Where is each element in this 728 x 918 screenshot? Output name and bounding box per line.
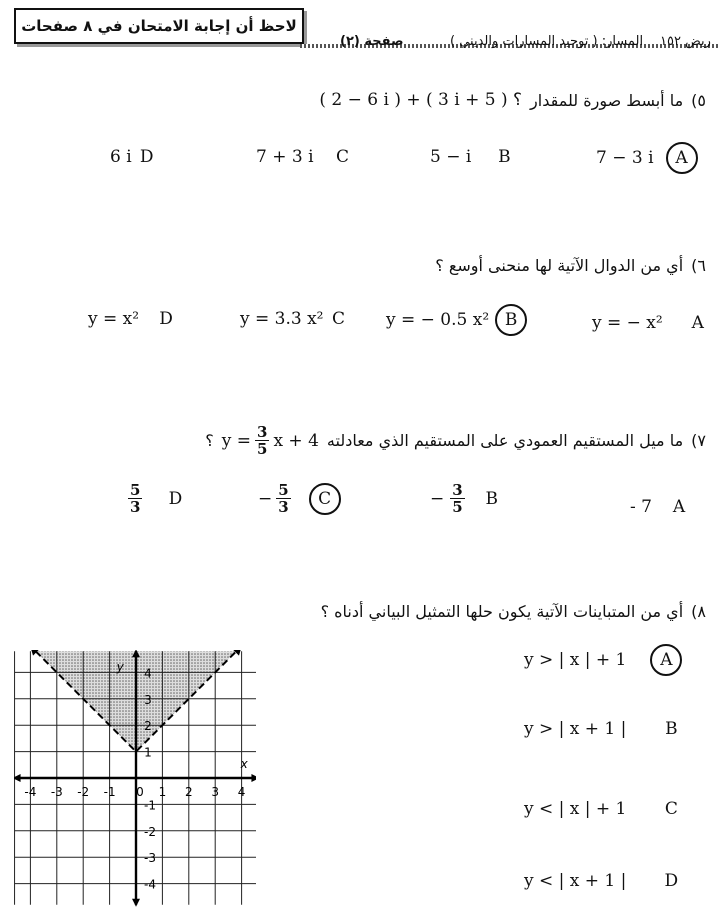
selected-answer-circle: A	[666, 142, 698, 174]
x-tick-label: -2	[77, 785, 90, 799]
q7-option-c[interactable]: − $\frac{5}{3}$ C	[258, 482, 341, 515]
q7-option-b[interactable]: − $\frac{3}{5}$ B	[430, 481, 498, 516]
question-number: ٥)	[691, 90, 706, 110]
q8-option-a[interactable]: y > | x | + 1 A	[524, 644, 682, 676]
question-equation: y = $\frac{3}{5}$ x + 4	[221, 423, 319, 458]
y-tick-label: -3	[144, 851, 156, 866]
question-number: ٦)	[691, 256, 706, 275]
question-text: أي من الدوال الآتية لها منحنى أوسع ؟	[435, 256, 684, 275]
exam-pages-notice: لاحظ أن إجابة الامتحان في ٨ صفحات	[14, 8, 304, 44]
x-axis-label: x	[240, 757, 248, 771]
x-tick-label: -4	[24, 785, 37, 799]
selected-answer-circle: A	[650, 644, 682, 676]
y-axis-arrow	[132, 899, 140, 907]
q6-option-c[interactable]: y = 3.3 x² C	[240, 309, 345, 329]
q7-option-d[interactable]: $\frac{5}{3}$ D	[130, 481, 183, 516]
question-6	[435, 256, 706, 275]
selected-answer-circle: B	[495, 304, 527, 336]
question-number: ٧)	[691, 431, 706, 450]
x-tick-label: 0	[136, 785, 144, 799]
course-code: ريض ١٥٢	[660, 34, 711, 49]
x-tick-label: -1	[103, 785, 116, 799]
x-tick-label: 2	[184, 785, 193, 799]
question-text: أي من المتباينات الآتية يكون حلها التمثيل البياني أدناه ؟	[320, 602, 684, 621]
question-7: ٧) ما ميل المستقيم العمودي على المستقيم الذي معادلته y = $\frac{3}{5}$ x + 4 ؟	[205, 423, 706, 458]
y-tick-label: -2	[144, 824, 156, 839]
y-tick-label: 2	[144, 719, 152, 734]
x-axis-arrow	[251, 774, 256, 782]
q6-option-b[interactable]: y = − 0.5 x² B	[386, 304, 527, 336]
page-number: صفحة (٢)	[340, 34, 404, 49]
q8-option-d[interactable]: y < | x + 1 | D	[524, 871, 679, 891]
q5-option-b[interactable]: 5 − i B	[430, 147, 511, 167]
question-text: ما ميل المستقيم العمودي على المستقيم الذي معادلته	[326, 431, 684, 450]
question-expression: ( 2 − 6 i ) + ( 3 i + 5 ) ؟	[319, 90, 523, 110]
x-tick-label: -3	[50, 785, 63, 799]
selected-answer-circle: C	[309, 483, 341, 515]
q6-option-a[interactable]: y = − x² A	[592, 313, 704, 333]
y-axis-label: y	[116, 660, 124, 675]
q8-option-c[interactable]: y < | x | + 1 C	[524, 799, 678, 819]
x-tick-label: 1	[158, 785, 167, 799]
q5-option-a[interactable]: 7 − 3 i A	[596, 142, 698, 174]
track-label: المسار: ( توحيد المسارات والديني )	[450, 34, 644, 49]
y-tick-label: 1	[144, 745, 152, 760]
y-tick-label: 3	[144, 692, 152, 707]
question-8	[321, 602, 706, 621]
q6-option-d[interactable]: y = x² D	[88, 309, 173, 329]
y-tick-label: 4	[144, 666, 152, 681]
question-text: ما أبسط صورة للمقدار	[530, 90, 684, 110]
q8-option-b[interactable]: y > | x + 1 | B	[524, 719, 678, 739]
x-tick-label: 3	[211, 785, 220, 799]
axes	[14, 650, 256, 907]
question-number: ٨)	[691, 602, 706, 621]
inequality-graph	[14, 650, 256, 908]
q5-option-c[interactable]: 7 + 3 i C	[256, 147, 350, 167]
y-tick-label: -4	[144, 877, 156, 892]
question-5	[319, 90, 706, 110]
q5-option-d[interactable]: 6 i D	[110, 147, 154, 167]
q7-option-a[interactable]: - 7 A	[630, 497, 686, 517]
y-tick-label: -1	[144, 798, 156, 813]
x-tick-label: 4	[237, 785, 246, 799]
